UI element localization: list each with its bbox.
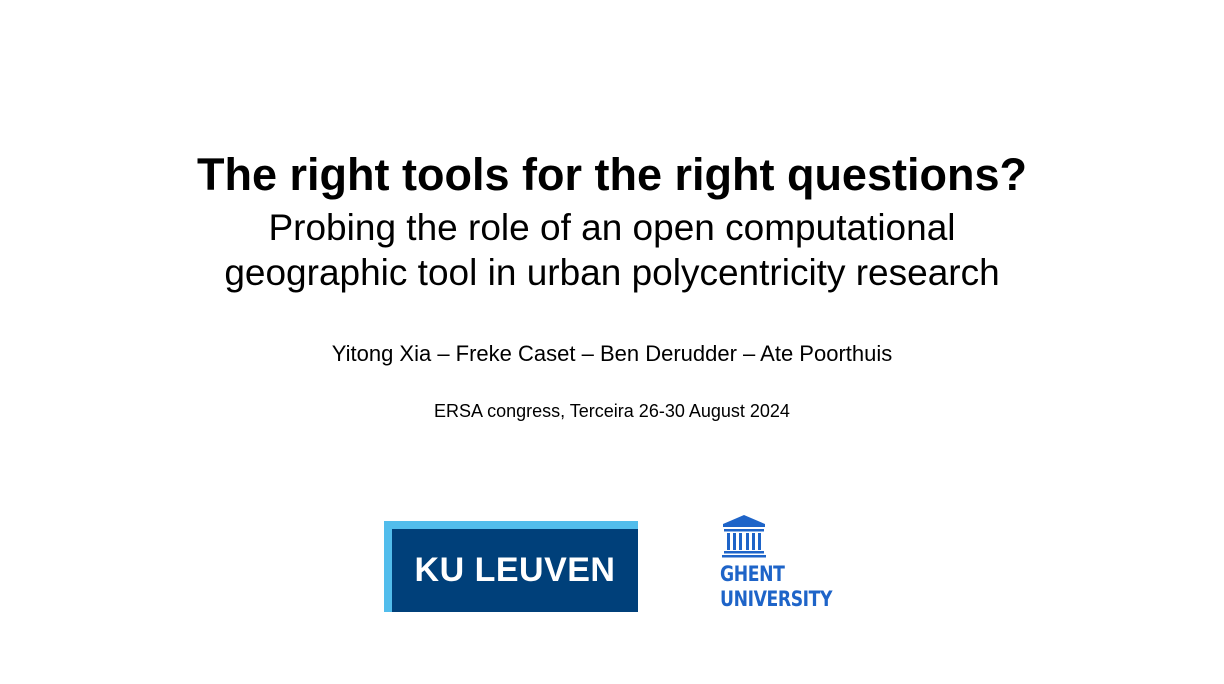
ku-leuven-logo-inner — [392, 529, 638, 612]
ghent-name-line-2: UNIVERSITY — [720, 587, 833, 611]
building-columns-icon — [722, 514, 766, 558]
slide-subtitle — [150, 205, 1074, 295]
subtitle-line-1: Probing the role of an open computational — [268, 207, 956, 248]
ku-leuven-logo-text: KU LEUVEN — [414, 551, 616, 589]
ghent-name-line-1: GHENT — [720, 562, 785, 586]
event-info: ERSA congress, Terceira 26-30 August 2024 — [434, 401, 790, 421]
authors: Yitong Xia – Freke Caset – Ben Derudder – Ate Poorthuis — [331, 341, 893, 366]
slide-title: The right tools for the right questions? — [197, 149, 1027, 200]
ghent-university-name — [720, 562, 832, 612]
ghent-university-logo — [720, 514, 840, 614]
ku-leuven-logo — [384, 521, 638, 612]
subtitle-line-2: geographic tool in urban polycentricity research — [224, 252, 1000, 293]
